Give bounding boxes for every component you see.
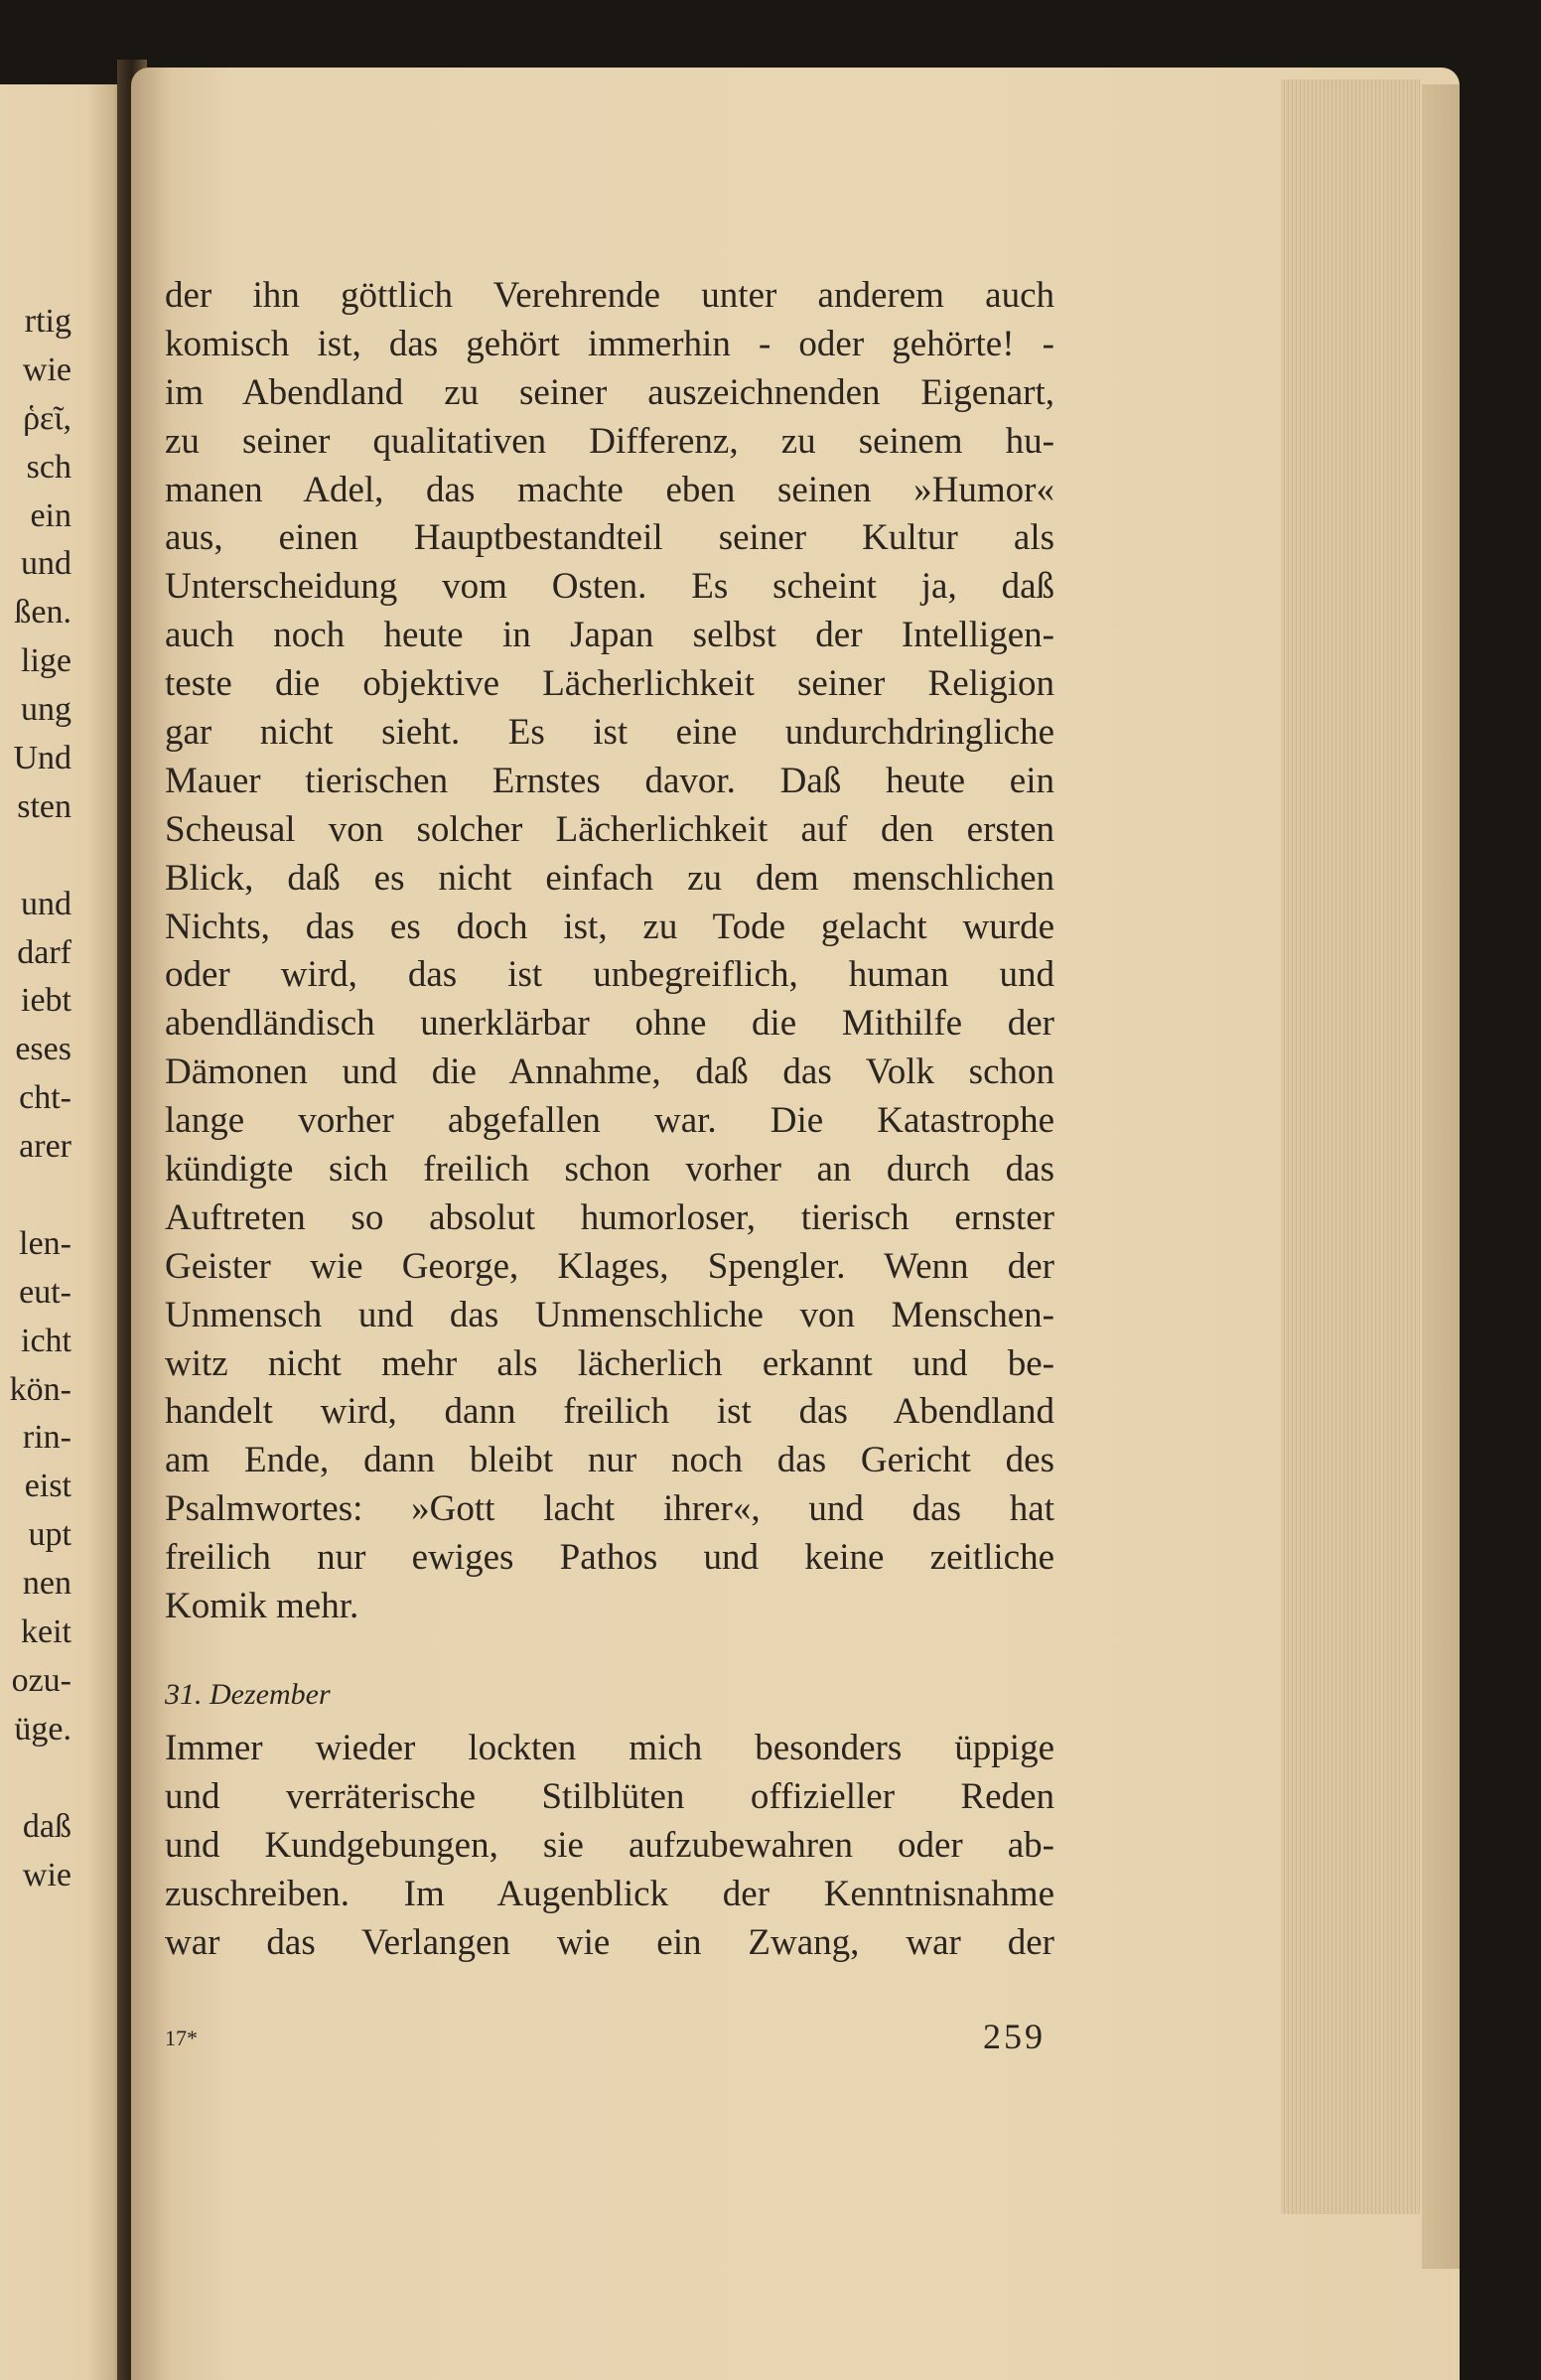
- text-line: und Kundgebungen, sie aufzubewahren oder ab-: [165, 1824, 1054, 1866]
- text-line: witz nicht mehr als lächerlich erkannt und be-: [165, 1342, 1054, 1384]
- left-fragment: darf: [17, 933, 71, 971]
- left-fragment: arer: [19, 1128, 71, 1166]
- text-line: Dämonen und die Annahme, daß das Volk schon: [165, 1051, 1054, 1093]
- text-line: Blick, daß es nicht einfach zu dem menschlichen: [165, 857, 1054, 899]
- left-fragment: upt: [28, 1516, 71, 1554]
- left-fragment: ßen.: [14, 594, 71, 631]
- text-line: handelt wird, dann freilich ist das Abendland: [165, 1391, 1054, 1433]
- text-line: war das Verlangen wie ein Zwang, war der: [165, 1921, 1054, 1963]
- left-fragment: eses: [15, 1031, 71, 1068]
- left-fragment: rtig: [24, 303, 71, 340]
- left-fragment: eist: [24, 1468, 71, 1505]
- left-fragment: cht-: [19, 1079, 71, 1117]
- page-number: 259: [983, 2017, 1046, 2056]
- left-fragment: iebt: [21, 982, 71, 1020]
- left-fragment: sten: [17, 787, 71, 825]
- left-fragment: sch: [26, 448, 71, 486]
- text-line: komisch ist, das gehört immerhin - oder gehörte! -: [165, 323, 1054, 364]
- text-line: Komik mehr.: [165, 1586, 359, 1627]
- text-line: der ihn göttlich Verehrende unter anderem auch: [165, 275, 1054, 316]
- diary-entry-heading: 31. Dezember: [165, 1677, 331, 1711]
- left-fragment: len-: [19, 1224, 71, 1262]
- text-line: Unmensch und das Unmenschliche von Menschen-: [165, 1294, 1054, 1335]
- text-line: Immer wieder lockten mich besonders üppige: [165, 1727, 1054, 1768]
- text-line: aus, einen Hauptbestandteil seiner Kultur als: [165, 517, 1054, 559]
- page-stack-edge: [1281, 79, 1420, 2214]
- text-line: im Abendland zu seiner auszeichnenden Eigenart,: [165, 371, 1054, 413]
- main-text: [165, 272, 1054, 1967]
- text-line: freilich nur ewiges Pathos und keine zeitliche: [165, 1537, 1054, 1579]
- left-fragment: [0, 1754, 71, 1803]
- left-fragment: ozu-: [11, 1661, 71, 1699]
- text-line: gar nicht sieht. Es ist eine undurchdringliche: [165, 712, 1054, 754]
- left-fragment: und: [21, 545, 71, 583]
- left-fragment: rin-: [22, 1419, 71, 1457]
- text-line: lange vorher abgefallen war. Die Katastrophe: [165, 1100, 1054, 1142]
- left-fragment: keit: [21, 1613, 71, 1651]
- text-line: abendländisch unerklärbar ohne die Mithilfe der: [165, 1003, 1054, 1045]
- signature-mark: 17*: [165, 2026, 198, 2050]
- left-fragment: ῥεῖ,: [23, 399, 71, 437]
- text-line: kündigte sich freilich schon vorher an durch das: [165, 1149, 1054, 1190]
- left-fragment: daß: [22, 1807, 71, 1845]
- text-line: zuschreiben. Im Augenblick der Kenntnisnahme: [165, 1873, 1054, 1914]
- left-fragment: lige: [21, 642, 71, 680]
- text-line: Unterscheidung vom Osten. Es scheint ja, daß: [165, 566, 1054, 608]
- left-fragment: ein: [30, 496, 71, 534]
- text-line: auch noch heute in Japan selbst der Intelligen-: [165, 615, 1054, 656]
- text-line: teste die objektive Lächerlichkeit seiner Religion: [165, 663, 1054, 705]
- text-line: Psalmwortes: »Gott lacht ihrer«, und das hat: [165, 1488, 1054, 1530]
- left-fragment: wie: [22, 350, 71, 388]
- left-fragment: ung: [21, 691, 71, 729]
- text-line: zu seiner qualitativen Differenz, zu seinem hu-: [165, 420, 1054, 462]
- left-fragment: kön-: [9, 1370, 71, 1408]
- text-line: Scheusal von solcher Lächerlichkeit auf den ersten: [165, 808, 1054, 850]
- text-line: und verräterische Stilblüten offizieller Reden: [165, 1775, 1054, 1817]
- left-page-text-fragments: [0, 298, 71, 1899]
- left-fragment: und: [21, 885, 71, 922]
- left-fragment: [0, 832, 71, 881]
- left-fragment: [0, 1172, 71, 1220]
- left-fragment: eut-: [19, 1273, 71, 1311]
- text-line: Mauer tierischen Ernstes davor. Daß heute ein: [165, 760, 1054, 801]
- left-fragment: Und: [13, 740, 71, 777]
- text-line: Geister wie George, Klages, Spengler. Wenn der: [165, 1245, 1054, 1287]
- text-line: am Ende, dann bleibt nur noch das Gericht des: [165, 1440, 1054, 1481]
- text-line: Auftreten so absolut humorloser, tierisch ernster: [165, 1196, 1054, 1238]
- left-fragment: nen: [22, 1565, 71, 1603]
- left-fragment: wie: [22, 1856, 71, 1893]
- text-line: oder wird, das ist unbegreiflich, human und: [165, 954, 1054, 996]
- text-line: manen Adel, das machte eben seinen »Humor«: [165, 469, 1054, 510]
- page-fore-edge: [1422, 84, 1460, 2269]
- text-line: Nichts, das es doch ist, zu Tode gelacht wurde: [165, 906, 1054, 947]
- left-fragment: icht: [21, 1322, 71, 1359]
- left-fragment: üge.: [14, 1710, 71, 1748]
